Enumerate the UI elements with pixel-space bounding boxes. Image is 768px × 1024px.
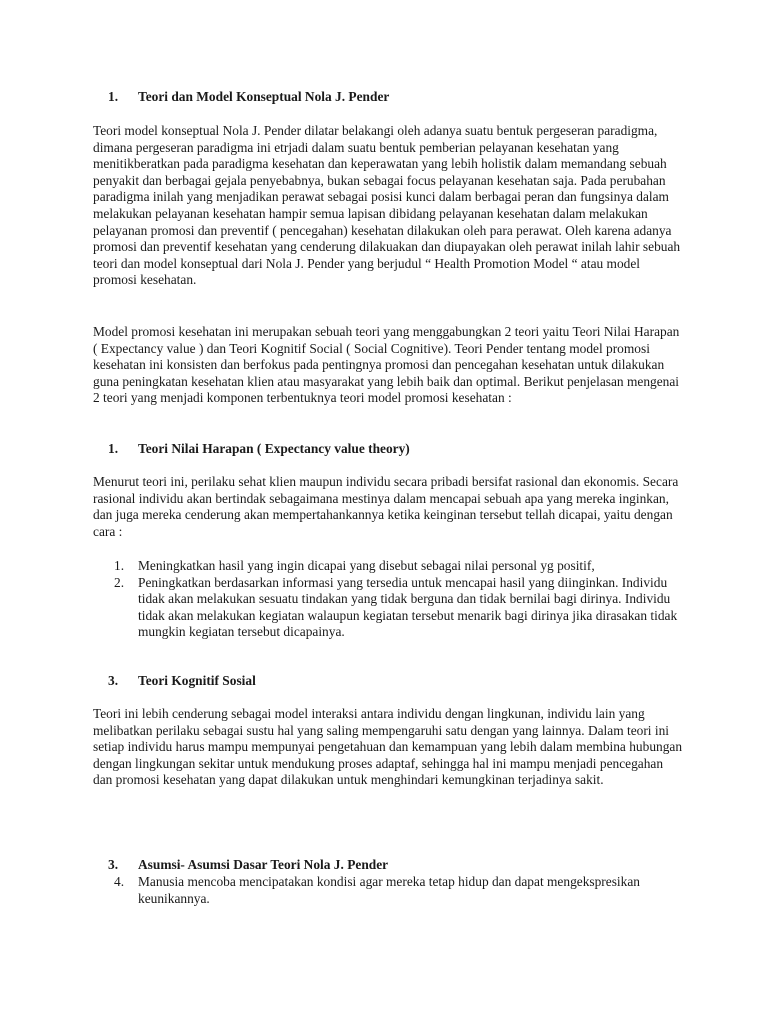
heading-basic-assumptions [93, 857, 388, 874]
list-text: Manusia mencoba mencipatakan kondisi agar mereka tetap hidup dan dapat mengekspresikan keunikannya. [138, 874, 640, 906]
list-number: 2. [114, 574, 125, 590]
list-assumptions [93, 874, 683, 907]
heading-pender-model [93, 89, 389, 106]
list-ways [93, 558, 683, 641]
heading-number: 1. [108, 441, 119, 456]
paragraph-text: Menurut teori ini, perilaku sehat klien maupun individu secara pribadi bersifat rasional dan ekonomis. Secara rasional individu akan bertindak sebagaimana mestinya dalam mencapai sebuah apa yang mereka inginkan, dan juga mereka cenderung akan mempertahankannya ketika keinginan tersebut tellah dicapai, yaitu dengan cara : [93, 474, 679, 539]
heading-text: Teori dan Model Konseptual Nola J. Pender [138, 89, 390, 104]
list-number: 1. [114, 558, 125, 573]
list-item [93, 575, 683, 641]
paragraph-social-cognitive [93, 706, 683, 789]
paragraph-text: Teori model konseptual Nola J. Pender dilatar belakangi oleh adanya suatu bentuk pergeseran paradigma, dimana pergeseran paradigma ini etrjadi dalam suatu bentuk pemberian pelayanan kesehatan yang menitikberatkan pada paradigma kesehatan dan keperawatan yang lebih holistik dalam memandang sebuah penyakit dan berbagai gejala penyebabnya, bukan sebagai focus pelayanan kesehatan saja. Pada perubahan paradigma inilah yang menjadikan perawat sebagai posisi kunci dalam berbagai peran dan fungsinya dalam melakukan pelayanan kesehatan hampir semua lapisan dibidang pelayanan kesehatan dalam melakukan pelayanan promosi dan preventif ( pencegahan) kesehatan dilakukan oleh para perawat. Oleh karena adanya promosi dan preventif kesehatan yang cenderung dilakuakan dan diupayakan oleh perawat inilah lahir sebuah teori dan model konseptual dari Nola J. Pender yang berjudul “ Health Promotion Model “ atau model promosi kesehatan. [93, 123, 681, 288]
list-text: Peningkatkan berdasarkan informasi yang tersedia untuk mencapai hasil yang diinginkan. Individu tidak akan melakukan sesuatu tindakan yang tidak berguna dan tidak bernilai bagi dirinya. Individu tidak akan melakukan kegiatan walaupun kegiatan tersebut menarik bagi dirinya jika dirasakan tidak mungkin kegiatan tersebut dicapainya. [138, 574, 678, 640]
paragraph-text: Model promosi kesehatan ini merupakan sebuah teori yang menggabungkan 2 teori yaitu Teori Nilai Harapan ( Expectancy value ) dan Teori Kognitif Social ( Social Cognitive). Teori Pender tentang model promosi kesehatan ini konsisten dan berfokus pada pentingnya promosi dan pencegahan kesehatan untuk dilakukan guna peningkatan kesehatan klien atau masyarakat yang lebih baik dan optimal. Berikut penjelasan mengenai 2 teori yang menjadi komponen terbentuknya teori model promosi kesehatan : [93, 324, 680, 406]
list-number: 4. [114, 874, 125, 889]
heading-text: Teori Nilai Harapan ( Expectancy value theory) [138, 441, 410, 456]
heading-text: Teori Kognitif Sosial [138, 673, 256, 688]
paragraph-expectancy [93, 474, 683, 540]
paragraph-text: Teori ini lebih cenderung sebagai model interaksi antara individu dengan lingkunan, individu lain yang melibatkan perilaku sebagai sustu hal yang saling mempengaruhi satu dengan yang lainnya. Dalam teori ini setiap individu harus mampu mempunyai pengetahuan dan kemampuan yang lebih dalam membina hubungan dengan lingkungan sekitar untuk mendukung proses adaptaf, sehingga hal ini mampu menjadi pencegahan dan promosi kesehatan yang dapat dilakukan untuk menghindari kemungkinan terjadinya sakit. [93, 706, 683, 788]
heading-social-cognitive [93, 673, 256, 690]
heading-number: 3. [108, 673, 119, 688]
heading-text: Asumsi- Asumsi Dasar Teori Nola J. Pender [138, 857, 389, 872]
heading-number: 3. [108, 857, 119, 872]
paragraph-intro [93, 123, 683, 289]
paragraph-health-promotion [93, 324, 683, 407]
list-item [93, 558, 683, 575]
list-text: Meningkatkan hasil yang ingin dicapai yang disebut sebagai nilai personal yg positif, [138, 558, 595, 573]
heading-expectancy-value [93, 441, 410, 458]
heading-number: 1. [108, 89, 119, 104]
list-item [93, 874, 683, 907]
